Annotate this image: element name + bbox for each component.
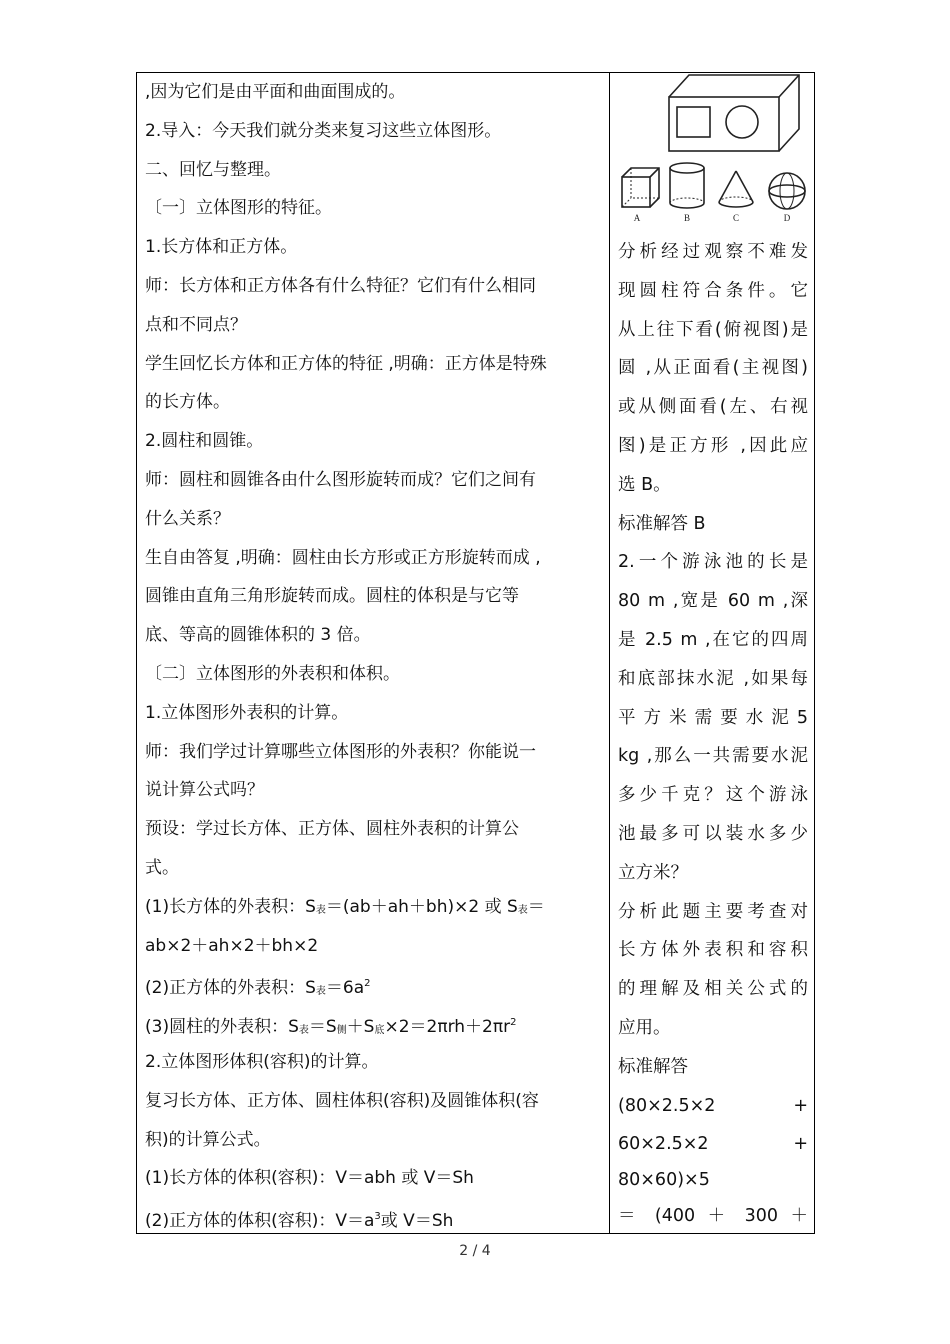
right-line: 的理解及相关公式的 xyxy=(618,979,808,1000)
right-line: 标准解答 xyxy=(618,1056,688,1077)
text-line: 什么关系？ xyxy=(145,508,230,529)
text-line: 圆锥由直角三角形旋转而成。圆柱的体积是与它等 xyxy=(145,586,519,607)
right-line: 是 2.5 m ,在它的四周 xyxy=(618,629,808,650)
right-line: 应用。 xyxy=(618,1017,671,1038)
text-line: 1.长方体和正方体。 xyxy=(145,237,298,258)
text-line: 积)的计算公式。 xyxy=(145,1129,271,1150)
cone-icon xyxy=(719,171,753,207)
text-line: 说计算公式吗？ xyxy=(145,780,264,801)
text-line: 复习长方体、正方体、圆柱体积(容积)及圆锥体积(容 xyxy=(145,1090,539,1111)
formula-cuboid-volume: (1)长方体的体积(容积)：V＝abh 或 V＝Sh xyxy=(145,1168,474,1189)
formula-cuboid-area: (1)长方体的外表积：$S_表=(ab+ah+bh)\times 2$ 或 $S_表=$ xyxy=(145,896,545,917)
right-line: 分析经过观察不难发 xyxy=(618,242,808,262)
square-face xyxy=(677,107,710,137)
option-label-c: C xyxy=(732,213,740,223)
text-line: 底、等高的圆锥体积的 3 倍。 xyxy=(145,625,371,646)
formula-cylinder-area: (3)圆柱的外表积：$S_表=S_侧+S_底\times 2=2\pi rh+2\pi r^2$ xyxy=(145,1017,517,1038)
right-line: 分析此题主要考查对 xyxy=(618,901,808,922)
text-line: 预设：学过长方体、正方体、圆柱外表积的计算公 xyxy=(145,819,519,840)
lesson-table xyxy=(136,72,815,1234)
left-column xyxy=(145,73,601,1237)
right-line: 图)是正方形 ,因此应 xyxy=(618,435,808,456)
formula-cube-volume: (2)正方体的体积(容积)：$V=a^3$或 V＝Sh xyxy=(145,1211,454,1232)
right-line: 选 B。 xyxy=(618,474,671,495)
text-line: ,因为它们是由平面和曲面围成的。 xyxy=(145,82,406,102)
text-line: 式。 xyxy=(145,857,179,878)
right-line: 圆 ,从正面看(主视图) xyxy=(618,358,808,379)
right-line: 池最多可以装水多少 xyxy=(618,823,808,844)
text-line: 师：我们学过计算哪些立体图形的外表积？你能说一 xyxy=(145,741,536,762)
option-label-a: A xyxy=(633,213,641,223)
sphere-icon xyxy=(769,173,805,209)
right-line: 标准解答 B xyxy=(618,513,706,534)
text-line: 师：圆柱和圆锥各由什么图形旋转而成？它们之间有 xyxy=(145,469,536,490)
solid-shapes-figure xyxy=(619,73,807,225)
right-line: 现圆柱符合条件。它 xyxy=(618,280,808,301)
right-line: 或从侧面看(左、右视 xyxy=(618,397,808,418)
circle-face xyxy=(726,106,758,138)
right-line: 60×2.5×2 + xyxy=(618,1134,808,1155)
text-line: 学生回忆长方体和正方体的特征 ,明确：正方体是特殊 xyxy=(145,353,547,374)
right-line: 80×60)×5 xyxy=(618,1170,710,1191)
text-line: 2.导入：今天我们就分类来复习这些立体图形。 xyxy=(145,120,502,141)
text-line: 点和不同点？ xyxy=(145,314,247,335)
right-line: (80×2.5×2 + xyxy=(618,1095,808,1116)
column-divider xyxy=(609,73,610,1233)
right-line: kg ,那么一共需要水泥 xyxy=(618,746,808,767)
right-line: 多少千克？这个游泳 xyxy=(618,785,808,806)
formula-cuboid-area-alt: ab×2＋ah×2＋bh×2 xyxy=(145,935,319,956)
option-label-b: B xyxy=(683,213,691,223)
right-line: 和底部抹水泥 ,如果每 xyxy=(618,668,808,689)
text-line: 〔二〕立体图形的外表积和体积。 xyxy=(145,663,400,684)
right-line: 2.一个游泳池的长是 xyxy=(618,552,808,573)
text-line: 〔一〕立体图形的特征。 xyxy=(145,198,332,219)
right-line: 从上往下看(俯视图)是 xyxy=(618,319,808,340)
text-line: 生自由答复 ,明确：圆柱由长方形或正方形旋转而成 , xyxy=(145,547,541,568)
right-line: 立方米？ xyxy=(618,862,688,883)
formula-cube-area: (2)正方体的外表积：$S_表=6a^2$ xyxy=(145,978,371,999)
right-line: 长方体外表积和容积 xyxy=(618,940,808,961)
text-line: 二、回忆与整理。 xyxy=(145,159,281,180)
page-number: 2 / 4 xyxy=(459,1243,491,1259)
text-line: 的长方体。 xyxy=(145,392,230,413)
text-line: 2.圆柱和圆锥。 xyxy=(145,431,264,452)
cylinder-icon xyxy=(670,163,704,208)
text-line: 师：长方体和正方体各有什么特征？它们有什么相同 xyxy=(145,275,536,296)
text-line: 1.立体图形外表积的计算。 xyxy=(145,702,349,723)
right-line: 80 m ,宽是 60 m ,深 xyxy=(618,591,808,612)
right-line: 平 方 米 需 要 水 泥 5 xyxy=(618,707,808,728)
text-line: 2.立体图形体积(容积)的计算。 xyxy=(145,1051,379,1072)
option-label-d: D xyxy=(783,213,791,223)
cube-icon xyxy=(622,168,659,207)
box-front-face xyxy=(669,97,779,151)
right-line: ＝ (400 ＋ 300 ＋ xyxy=(618,1206,808,1227)
right-column xyxy=(618,233,808,1236)
